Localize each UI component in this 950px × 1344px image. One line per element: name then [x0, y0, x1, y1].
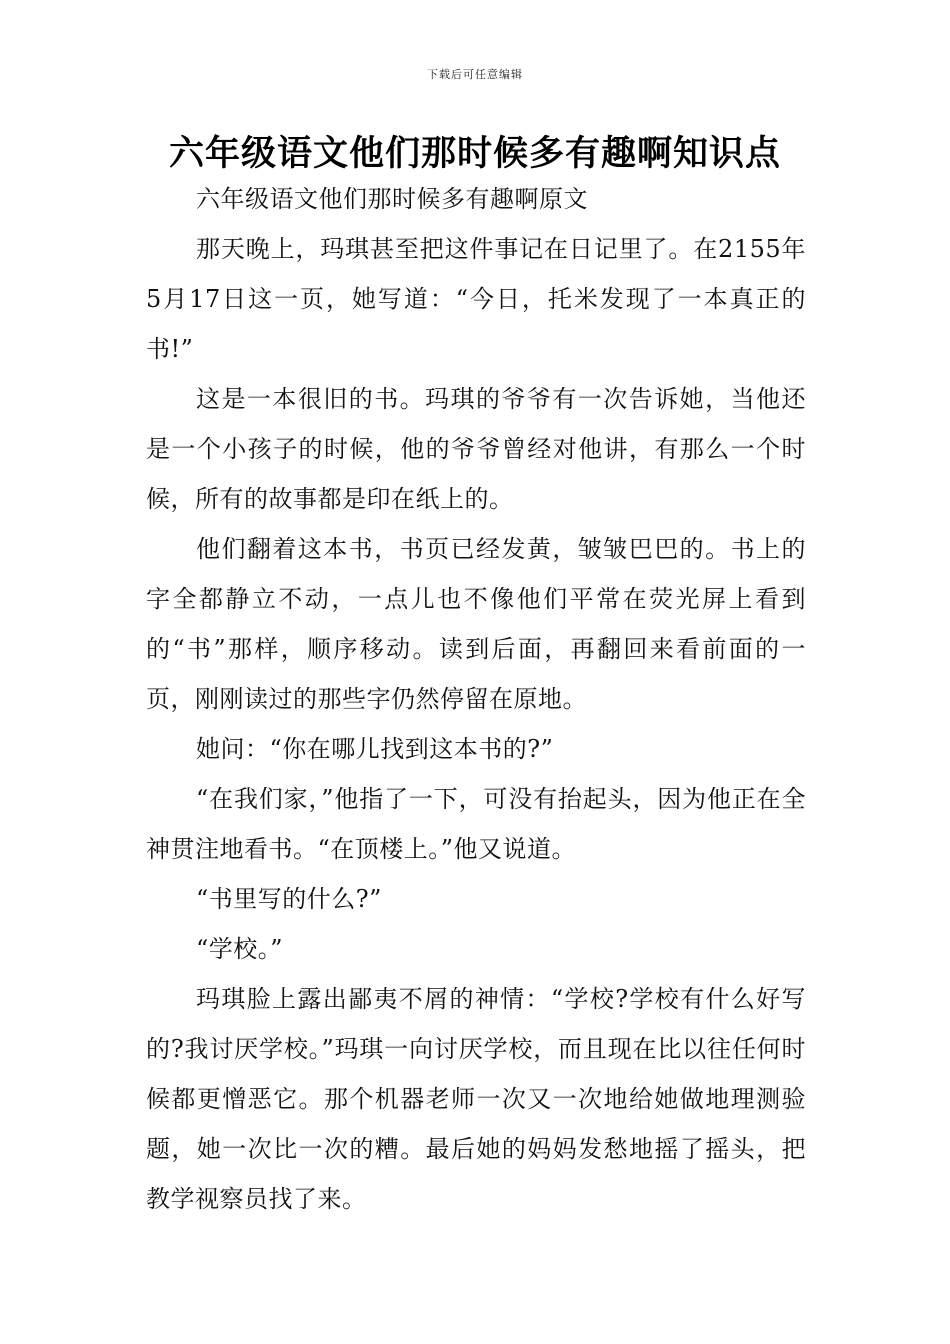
paragraph: “学校。”: [196, 935, 284, 963]
header-note: 下载后可任意编辑: [427, 68, 523, 81]
paragraph: 玛琪脸上露出鄙夷不屑的神情：“学校?学校有什么好写的?我讨厌学校。”玛琪一向讨厌学校，而且现在比以往任何时候都更憎恶它。那个机器老师一次又一次地给她做地理测验题，她一次比一次的糟。最后她的妈妈发愁地摇了摇头，把教学视察员找了来。: [146, 985, 806, 1213]
document-body: [146, 174, 806, 1224]
document-title: 六年级语文他们那时候多有趣啊知识点: [168, 134, 781, 174]
paragraph: “书里写的什么?”: [196, 885, 382, 913]
paragraph: “在我们家，”他指了一下，可没有抬起头，因为他正在全神贯注地看书。“在顶楼上。”他又说道。: [146, 785, 806, 863]
paragraph: 那天晚上，玛琪甚至把这件事记在日记里了。在2155年5月17日这一页，她写道：“今日，托米发现了一本真正的书!”: [146, 235, 806, 363]
paragraph-subtitle: 六年级语文他们那时候多有趣啊原文: [196, 185, 588, 213]
paragraph: 他们翻着这本书，书页已经发黄，皱皱巴巴的。书上的字全都静立不动，一点儿也不像他们平常在荧光屏上看到的“书”那样，顺序移动。读到后面，再翻回来看前面的一页，刚刚读过的那些字仍然停留在原地。: [146, 535, 806, 713]
paragraph: 这是一本很旧的书。玛琪的爷爷有一次告诉她，当他还是一个小孩子的时候，他的爷爷曾经对他讲，有那么一个时候，所有的故事都是印在纸上的。: [146, 385, 806, 513]
paragraph: 她问：“你在哪儿找到这本书的?”: [196, 735, 554, 763]
